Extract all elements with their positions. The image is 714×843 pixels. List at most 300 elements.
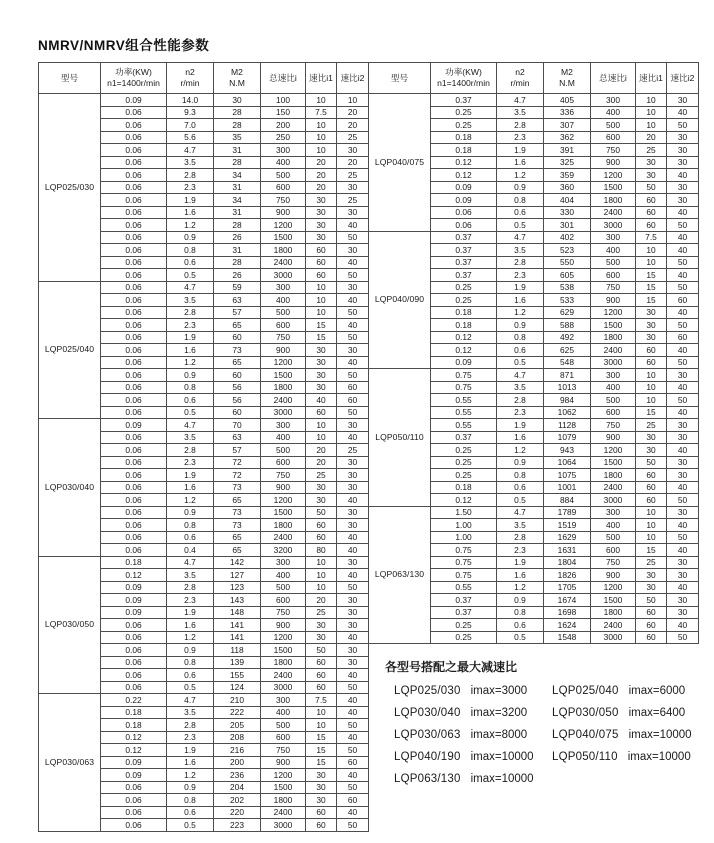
value-cell: 0.06 [101,456,167,469]
value-cell: 30 [337,594,369,607]
value-cell: 1.6 [497,569,544,582]
value-cell: 0.06 [101,481,167,494]
value-cell: 15 [636,544,667,557]
value-cell: 60 [337,381,369,394]
value-cell: 1.50 [431,506,497,519]
value-cell: 1705 [544,581,591,594]
value-cell: 629 [544,306,591,319]
imax-value: imax=8000 [470,729,528,741]
value-cell: 3000 [261,269,306,282]
value-cell: 25 [337,444,369,457]
value-cell: 20 [306,169,337,182]
value-cell: 1.2 [497,444,544,457]
value-cell: 900 [261,619,306,632]
value-cell: 362 [544,131,591,144]
value-cell: 60 [667,294,699,307]
table-row [39,94,369,107]
value-cell: 28 [214,106,261,119]
value-cell: 1800 [261,244,306,257]
value-cell: 0.5 [497,631,544,644]
value-cell: 1.6 [497,431,544,444]
value-cell: 4.7 [497,94,544,107]
value-cell: 0.06 [101,656,167,669]
value-cell: 1800 [261,794,306,807]
imax-notes-section [385,658,710,785]
value-cell: 50 [337,819,369,832]
value-cell: 0.06 [101,681,167,694]
value-cell: 25 [636,144,667,157]
value-cell: 30 [667,469,699,482]
value-cell: 10 [636,369,667,382]
value-cell: 10 [636,381,667,394]
value-cell: 60 [636,494,667,507]
value-cell: 500 [261,169,306,182]
value-cell: 30 [337,656,369,669]
value-cell: 2400 [261,806,306,819]
value-cell: 1.2 [167,494,214,507]
value-cell: 1804 [544,556,591,569]
value-cell: 7.5 [306,106,337,119]
value-cell: 0.12 [431,494,497,507]
value-cell: 50 [337,269,369,282]
value-cell: 300 [591,94,636,107]
value-cell: 0.25 [431,119,497,132]
value-cell: 30 [667,606,699,619]
value-cell: 0.06 [101,494,167,507]
value-cell: 0.37 [431,244,497,257]
value-cell: 0.6 [167,669,214,682]
value-cell: 0.12 [431,169,497,182]
value-cell: 60 [306,269,337,282]
value-cell: 63 [214,294,261,307]
value-cell: 25 [337,131,369,144]
value-cell: 142 [214,556,261,569]
value-cell: 60 [337,394,369,407]
value-cell: 0.06 [101,369,167,382]
value-cell: 30 [667,156,699,169]
value-cell: 40 [667,106,699,119]
imax-value: imax=6400 [628,707,686,719]
value-cell: 1.9 [497,419,544,432]
value-cell: 0.12 [101,731,167,744]
value-cell: 9.3 [167,106,214,119]
value-cell: 40 [667,169,699,182]
value-cell: 0.25 [431,106,497,119]
value-cell: 30 [306,231,337,244]
value-cell: 400 [261,294,306,307]
value-cell: 0.55 [431,419,497,432]
value-cell: 0.8 [497,469,544,482]
value-cell: 15 [306,744,337,757]
value-cell: 1500 [261,506,306,519]
value-cell: 7.5 [636,231,667,244]
value-cell: 750 [591,556,636,569]
value-cell: 10 [306,131,337,144]
value-cell: 0.9 [167,644,214,657]
value-cell: 1826 [544,569,591,582]
value-cell: 30 [337,419,369,432]
value-cell: 1519 [544,519,591,532]
value-cell: 0.8 [167,381,214,394]
value-cell: 1.9 [497,556,544,569]
value-cell: 400 [591,244,636,257]
value-cell: 40 [667,406,699,419]
value-cell: 10 [306,431,337,444]
value-cell: 60 [636,606,667,619]
value-cell: 0.37 [431,606,497,619]
value-cell: 60 [214,406,261,419]
value-cell: 65 [214,319,261,332]
value-cell: 30 [306,194,337,207]
value-cell: 143 [214,594,261,607]
imax-item [552,729,710,741]
value-cell: 2.8 [497,256,544,269]
value-cell: 0.06 [101,819,167,832]
value-cell: 0.25 [431,619,497,632]
value-cell: 40 [337,669,369,682]
value-cell: 30 [667,594,699,607]
imax-value: imax=3000 [470,685,528,697]
value-cell: 2.3 [167,319,214,332]
model-cell: LQP025/040 [39,281,101,419]
value-cell: 5.6 [167,131,214,144]
value-cell: 25 [337,169,369,182]
value-cell: 3.5 [497,381,544,394]
performance-table [368,62,699,644]
value-cell: 50 [337,781,369,794]
value-cell: 50 [667,119,699,132]
value-cell: 50 [667,531,699,544]
value-cell: 73 [214,344,261,357]
value-cell: 4.7 [167,556,214,569]
value-cell: 30 [306,781,337,794]
value-cell: 30 [667,431,699,444]
value-cell: 10 [636,256,667,269]
value-cell: 1548 [544,631,591,644]
value-cell: 0.06 [101,794,167,807]
value-cell: 10 [306,569,337,582]
value-cell: 40 [337,544,369,557]
value-cell: 60 [636,469,667,482]
value-cell: 30 [667,181,699,194]
value-cell: 20 [306,444,337,457]
value-cell: 30 [337,556,369,569]
value-cell: 7.0 [167,119,214,132]
value-cell: 1.6 [497,294,544,307]
value-cell: 50 [667,281,699,294]
value-cell: 2400 [591,481,636,494]
value-cell: 0.9 [497,181,544,194]
value-cell: 3000 [261,681,306,694]
value-cell: 0.6 [497,206,544,219]
imax-model: LQP063/130 [394,773,461,785]
imax-notes-heading: 各型号搭配之最大减速比 [385,660,518,674]
value-cell: 40 [337,706,369,719]
value-cell: 50 [667,219,699,232]
value-cell: 900 [591,431,636,444]
value-cell: 0.06 [101,131,167,144]
value-cell: 40 [667,519,699,532]
value-cell: 400 [591,381,636,394]
value-cell: 63 [214,431,261,444]
value-cell: 3000 [591,219,636,232]
value-cell: 50 [667,319,699,332]
value-cell: 400 [261,431,306,444]
value-cell: 3000 [591,494,636,507]
value-cell: 750 [261,606,306,619]
header-row [369,63,699,94]
value-cell: 50 [337,719,369,732]
value-cell: 871 [544,369,591,382]
value-cell: 1800 [261,381,306,394]
model-cell: LQP030/040 [39,419,101,557]
value-cell: 10 [636,394,667,407]
value-cell: 2400 [261,531,306,544]
value-cell: 900 [261,206,306,219]
value-cell: 360 [544,181,591,194]
value-cell: 1.9 [497,281,544,294]
column-header: 速比i2 [337,63,369,94]
value-cell: 600 [591,269,636,282]
column-header: 总速比i [261,63,306,94]
value-cell: 0.06 [101,544,167,557]
value-cell: 30 [667,131,699,144]
value-cell: 1800 [591,606,636,619]
value-cell: 3.5 [497,106,544,119]
value-cell: 30 [667,506,699,519]
value-cell: 30 [306,369,337,382]
value-cell: 0.55 [431,406,497,419]
value-cell: 0.06 [101,531,167,544]
value-cell: 60 [636,619,667,632]
value-cell: 0.37 [431,231,497,244]
value-cell: 0.9 [167,231,214,244]
value-cell: 0.6 [167,531,214,544]
value-cell: 15 [306,319,337,332]
value-cell: 0.75 [431,381,497,394]
value-cell: 30 [667,569,699,582]
value-cell: 15 [306,731,337,744]
value-cell: 34 [214,169,261,182]
value-cell: 40 [337,356,369,369]
value-cell: 124 [214,681,261,694]
value-cell: 0.18 [431,306,497,319]
value-cell: 0.18 [101,719,167,732]
value-cell: 600 [261,456,306,469]
value-cell: 300 [591,506,636,519]
value-cell: 148 [214,606,261,619]
value-cell: 50 [337,231,369,244]
value-cell: 200 [261,119,306,132]
value-cell: 73 [214,481,261,494]
value-cell: 1.2 [497,169,544,182]
value-cell: 1075 [544,469,591,482]
imax-item [394,685,552,697]
value-cell: 300 [261,281,306,294]
value-cell: 0.25 [431,444,497,457]
value-cell: 50 [667,631,699,644]
value-cell: 1.9 [167,606,214,619]
value-cell: 400 [591,519,636,532]
value-cell: 300 [591,231,636,244]
value-cell: 1200 [591,306,636,319]
value-cell: 60 [306,531,337,544]
value-cell: 30 [306,494,337,507]
value-cell: 0.12 [101,744,167,757]
imax-item [394,751,552,763]
value-cell: 900 [591,156,636,169]
value-cell: 1800 [591,194,636,207]
value-cell: 0.55 [431,581,497,594]
value-cell: 943 [544,444,591,457]
imax-model: LQP030/040 [394,707,461,719]
value-cell: 30 [337,469,369,482]
value-cell: 28 [214,256,261,269]
value-cell: 1200 [261,769,306,782]
value-cell: 400 [261,706,306,719]
value-cell: 200 [214,756,261,769]
value-cell: 1.6 [167,481,214,494]
value-cell: 30 [306,356,337,369]
value-cell: 10 [636,244,667,257]
value-cell: 900 [591,569,636,582]
value-cell: 600 [261,181,306,194]
value-cell: 40 [337,631,369,644]
column-header: 型号 [369,63,431,94]
value-cell: 0.8 [167,244,214,257]
value-cell: 0.8 [167,656,214,669]
value-cell: 3200 [261,544,306,557]
value-cell: 500 [261,581,306,594]
value-cell: 60 [306,806,337,819]
value-cell: 30 [636,581,667,594]
value-cell: 0.75 [431,369,497,382]
value-cell: 0.5 [167,681,214,694]
value-cell: 10 [636,94,667,107]
model-group [39,694,369,832]
value-cell: 0.75 [431,569,497,582]
table-row [39,694,369,707]
value-cell: 1.2 [167,631,214,644]
value-cell: 30 [337,144,369,157]
imax-item [394,773,552,785]
value-cell: 50 [337,331,369,344]
table-row [39,556,369,569]
value-cell: 56 [214,394,261,407]
value-cell: 1200 [591,169,636,182]
value-cell: 60 [306,406,337,419]
value-cell: 1.2 [497,581,544,594]
value-cell: 0.09 [101,594,167,607]
value-cell: 600 [591,544,636,557]
value-cell: 15 [306,331,337,344]
value-cell: 220 [214,806,261,819]
model-cell: LQP040/090 [369,231,431,369]
value-cell: 0.6 [167,256,214,269]
value-cell: 30 [337,644,369,657]
value-cell: 1500 [261,644,306,657]
value-cell: 30 [306,481,337,494]
value-cell: 750 [591,419,636,432]
value-cell: 523 [544,244,591,257]
value-cell: 0.37 [431,256,497,269]
header-row [39,63,369,94]
value-cell: 0.06 [101,106,167,119]
value-cell: 750 [261,469,306,482]
value-cell: 0.06 [101,181,167,194]
value-cell: 30 [636,431,667,444]
value-cell: 300 [261,144,306,157]
value-cell: 50 [667,394,699,407]
value-cell: 50 [337,581,369,594]
value-cell: 0.06 [101,144,167,157]
value-cell: 1064 [544,456,591,469]
value-cell: 2400 [261,394,306,407]
value-cell: 884 [544,494,591,507]
value-cell: 40 [667,481,699,494]
value-cell: 0.75 [431,556,497,569]
value-cell: 50 [306,644,337,657]
value-cell: 1.6 [497,156,544,169]
value-cell: 30 [337,244,369,257]
value-cell: 65 [214,356,261,369]
value-cell: 1200 [261,356,306,369]
model-cell: LQP025/030 [39,94,101,282]
value-cell: 300 [261,556,306,569]
value-cell: 1128 [544,419,591,432]
value-cell: 1200 [261,219,306,232]
value-cell: 40 [667,381,699,394]
value-cell: 20 [636,131,667,144]
value-cell: 0.06 [101,444,167,457]
column-header: 功率(KW) n1=1400r/min [101,63,167,94]
value-cell: 30 [667,456,699,469]
value-cell: 1.6 [167,206,214,219]
value-cell: 216 [214,744,261,757]
value-cell: 1500 [591,319,636,332]
value-cell: 50 [636,456,667,469]
value-cell: 0.09 [431,194,497,207]
value-cell: 60 [667,331,699,344]
value-cell: 0.06 [101,406,167,419]
value-cell: 28 [214,219,261,232]
value-cell: 300 [261,694,306,707]
value-cell: 0.06 [101,331,167,344]
value-cell: 65 [214,544,261,557]
value-cell: 3000 [261,406,306,419]
value-cell: 0.12 [101,569,167,582]
imax-model: LQP025/030 [394,685,461,697]
value-cell: 0.06 [431,219,497,232]
value-cell: 118 [214,644,261,657]
imax-value: imax=10000 [627,751,691,763]
value-cell: 600 [261,319,306,332]
value-cell: 0.25 [431,469,497,482]
value-cell: 40 [306,394,337,407]
value-cell: 1200 [261,631,306,644]
value-cell: 0.5 [497,494,544,507]
value-cell: 10 [306,556,337,569]
value-cell: 1624 [544,619,591,632]
value-cell: 72 [214,469,261,482]
value-cell: 30 [667,144,699,157]
value-cell: 900 [261,756,306,769]
value-cell: 10 [306,581,337,594]
value-cell: 325 [544,156,591,169]
value-cell: 500 [591,531,636,544]
value-cell: 0.06 [101,356,167,369]
table-row [39,419,369,432]
